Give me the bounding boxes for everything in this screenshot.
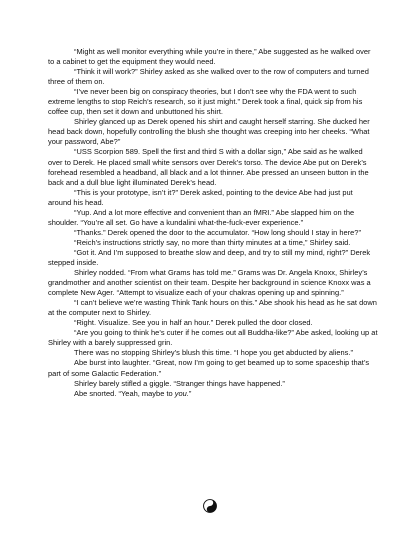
yin-yang-icon <box>203 499 217 513</box>
paragraph: “This is your prototype, isn’t it?” Derek asked, pointing to the device Abe had just put around his head. <box>48 187 353 207</box>
paragraph-text: Abe snorted. “Yeah, maybe to <box>74 388 175 398</box>
paragraph-last <box>48 389 378 399</box>
paragraph: “Might as well monitor everything while you’re in there,” Abe suggested as he walked over to a cabinet to get the equipment they would need. <box>48 47 371 67</box>
paragraph: “I can’t believe we’re wasting Think Tank hours on this.” Abe shook his head as he sat down at the computer next to Shirley. <box>48 298 377 318</box>
paragraph: “Right. Visualize. See you in half an hour.” Derek pulled the door closed. <box>74 318 313 328</box>
paragraph: Shirley barely stifled a giggle. “Stranger things have happened.” <box>74 378 285 388</box>
paragraph: “Thanks.” Derek opened the door to the accumulator. “How long should I stay in here?” <box>74 227 361 237</box>
paragraph: “Are you going to think he’s cuter if he comes out all Buddha-like?” Abe asked, looking up at Shirley with a barely suppressed grin. <box>48 328 378 348</box>
paragraph: “Think it will work?” Shirley asked as she walked over to the row of computers and turned three of them on. <box>48 67 369 87</box>
paragraph: “Got it. And I’m supposed to breathe slow and deep, and try to still my mind, right?” Derek stepped inside. <box>48 247 371 267</box>
page-body <box>48 47 378 399</box>
paragraph: Abe burst into laughter. “Great, now I’m going to get beamed up to some spaceship that’s part of some Galactic Federation.” <box>48 358 370 378</box>
paragraph: “Reich’s instructions strictly say, no more than thirty minutes at a time,” Shirley said. <box>74 237 351 247</box>
paragraph: There was no stopping Shirley’s blush this time. “I hope you get abducted by aliens.” <box>74 348 353 358</box>
paragraph: “USS Scorpion 589. Spell the first and third S with a dollar sign,” Abe said as he walked over to Derek. He placed small white sensors over Derek’s torso. The device Abe put on Derek’s forehead resembled a headband, all black and a lot thinner. Abe pressed an unseen button in the back and a dull blue light illuminated Derek’s head. <box>48 147 369 187</box>
paragraph: “Yup. And a lot more effective and convenient than an fMRI.” Abe slapped him on the shoulder. “You’re all set. Go have a kundalini what-the-fuck-ever experience.” <box>48 207 355 227</box>
paragraph: “I’ve never been big on conspiracy theories, but I don’t see why the FDA went to such extreme lengths to stop Reich’s research, so it just might.” Derek took a final, quick sip from his coffee cup, then set it down and unbuttoned his shirt. <box>48 87 363 117</box>
emphasis-text: you. <box>174 388 189 398</box>
paragraph-text: ” <box>188 388 192 398</box>
paragraph: Shirley nodded. “From what Grams has told me.” Grams was Dr. Angela Knoxx, Shirley’s grandmother and another scientist on their team. Despite her background in science Knoxx was a complete New Ager. “Attempt to visualize each of your chakras opening up and spinning.” <box>48 268 371 298</box>
paragraph: Shirley glanced up as Derek opened his shirt and caught herself starring. She ducked her head back down, hopefully controlling the blush she thought was creeping into her cheeks. “What your password, Abe?” <box>48 117 370 147</box>
